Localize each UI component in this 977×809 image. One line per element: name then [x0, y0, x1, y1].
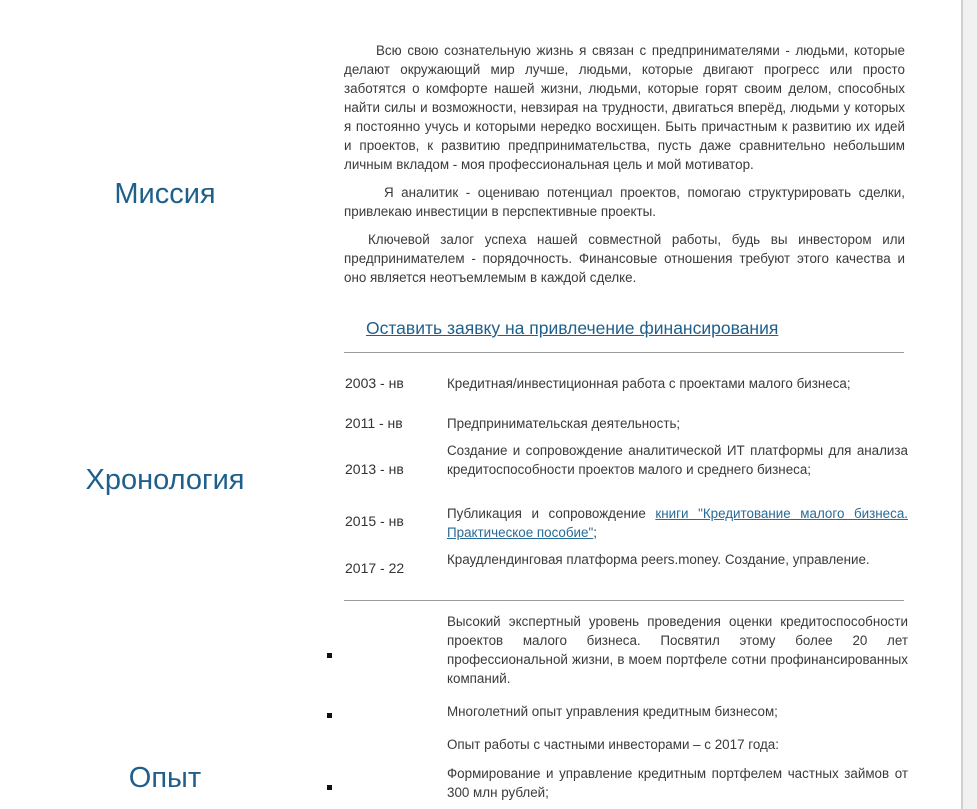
experience-item: Высокий экспертный уровень проведения оценки кредитоспособности проектов малого бизнеса. Посвятил этому более 20 лет профессиональной жизни, в моем портфеле сотни профинансированных компаний.	[447, 614, 908, 686]
experience-heading: Опыт	[128, 762, 202, 794]
mission-paragraph-2: Я аналитик - оцениваю потенциал проектов, помогаю структурировать сделки, привлекаю инвестиции в перспективные проекты.	[344, 185, 905, 219]
timeline-text-publication	[447, 504, 908, 542]
divider	[344, 600, 904, 601]
timeline-text: Создание и сопровождение аналитической ИТ платформы для анализа кредитоспособности проектов малого и среднего бизнеса;	[447, 443, 908, 477]
timeline-text: Краудлендинговая платформа peers.money. Создание, управление.	[447, 552, 870, 567]
experience-item: Многолетний опыт управления кредитным бизнесом;	[447, 704, 778, 719]
experience-item: Опыт работы с частными инвесторами – с 2017 года:	[447, 737, 779, 752]
mission-text	[344, 41, 905, 287]
financing-request-link[interactable]: Оставить заявку на привлечение финансирования	[366, 318, 779, 338]
timeline-text: Кредитная/инвестиционная работа с проектами малого бизнеса;	[447, 376, 851, 391]
bullet-icon	[327, 785, 332, 790]
timeline-year: 2013 - нв	[345, 461, 404, 477]
timeline-year: 2017 - 22	[345, 560, 405, 576]
bullet-icon	[327, 653, 332, 658]
timeline-text: Предпринимательская деятельность;	[447, 416, 681, 431]
mission-heading: Миссия	[114, 178, 216, 210]
timeline-year: 2011 - нв	[345, 415, 403, 431]
timeline-year: 2003 - нв	[345, 375, 404, 391]
page-edge	[961, 0, 977, 809]
mission-paragraph-3: Ключевой залог успеха нашей совместной работы, будь вы инвестором или предпринимателем - порядочность. Финансовые отношения требуют этого качества и оно является неотъемлемым в каждой сделке.	[344, 232, 905, 285]
publication-prefix: Публикация и сопровождение	[447, 506, 656, 521]
book-link[interactable]: книги "Кредитование малого бизнеса. Практическое пособие"	[447, 506, 908, 540]
bullet-icon	[327, 713, 332, 718]
timeline-year: 2015 - нв	[345, 513, 404, 529]
publication-suffix: ;	[593, 525, 597, 540]
mission-paragraph-1: Всю свою сознательную жизнь я связан с предпринимателями - людьми, которые делают окружающий мир лучше, людьми, которые двигают прогресс или просто заботятся о комфорте нашей жизни, людьми, которые горят своим делом, способных найти силы и возможности, невзирая на трудности, двигаться вперёд, людьми у которых я постоянно учусь и которыми нередко восхищен. Быть причастным к развитию их идей и проектов, к развитию предпринимательства, пусть даже сравнительно небольшим личным вкладом - моя профессиональная цель и мой мотиватор.	[344, 43, 905, 172]
experience-item: Формирование и управление кредитным портфелем частных займов от 300 млн рублей;	[447, 766, 908, 800]
divider	[344, 352, 904, 353]
chronology-heading: Хронология	[85, 464, 245, 496]
